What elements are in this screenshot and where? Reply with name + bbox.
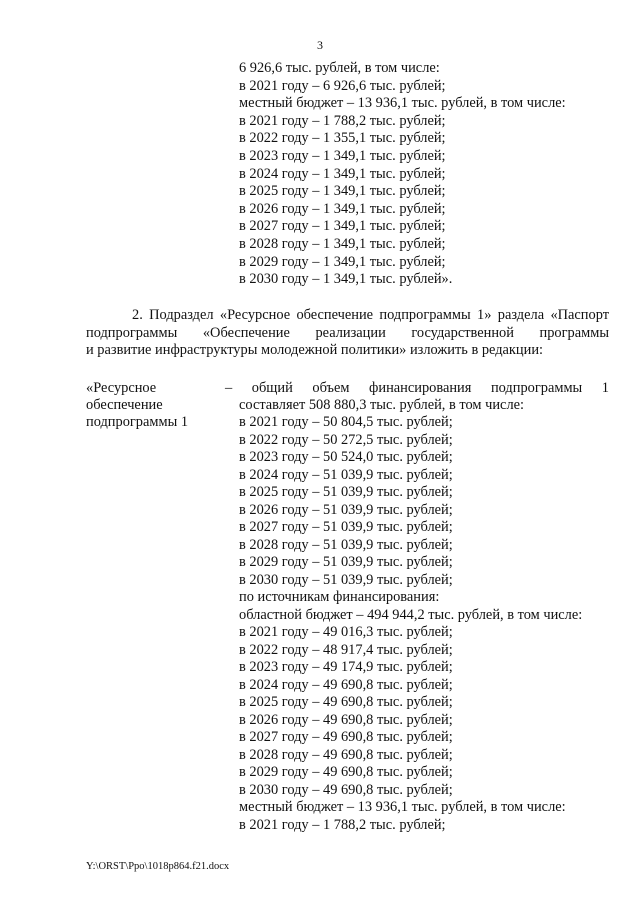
paragraph-2-line-2: подпрограммы «Обеспечение реализации государственной программы	[86, 324, 609, 341]
funding-line: в 2027 году – 1 349,1 тыс. рублей;	[239, 218, 446, 235]
funding-line: в 2028 году – 51 039,9 тыс. рублей;	[239, 536, 453, 553]
funding-line: в 2029 году – 49 690,8 тыс. рублей;	[239, 764, 453, 781]
funding-line: в 2023 году – 50 524,0 тыс. рублей;	[239, 449, 453, 466]
paragraph-2-line-1: 2. Подраздел «Ресурсное обеспечение подпрограммы 1» раздела «Паспорт	[132, 307, 609, 323]
funding-line: в 2021 году – 49 016,3 тыс. рублей;	[239, 624, 453, 641]
funding-line: в 2024 году – 49 690,8 тыс. рублей;	[239, 676, 453, 693]
funding-line: в 2024 году – 51 039,9 тыс. рублей;	[239, 466, 453, 483]
funding-line: в 2030 году – 51 039,9 тыс. рублей;	[239, 571, 453, 588]
funding-line: в 2022 году – 48 917,4 тыс. рублей;	[239, 641, 453, 658]
funding-line: в 2025 году – 1 349,1 тыс. рублей;	[239, 183, 446, 200]
funding-line: в 2029 году – 51 039,9 тыс. рублей;	[239, 554, 453, 571]
funding-line: в 2024 году – 1 349,1 тыс. рублей;	[239, 165, 446, 182]
funding-line: в 2021 году – 1 788,2 тыс. рублей;	[239, 112, 446, 129]
resource-label	[86, 380, 226, 431]
file-path-footer: Y:\ORST\Ppo\1018p864.f21.docx	[86, 861, 230, 872]
funding-line: в 2025 году – 51 039,9 тыс. рублей;	[239, 484, 453, 501]
funding-line: 6 926,6 тыс. рублей, в том числе:	[239, 60, 440, 76]
funding-line: в 2021 году – 6 926,6 тыс. рублей;	[239, 77, 446, 94]
funding-line: составляет 508 880,3 тыс. рублей, в том числе:	[239, 397, 525, 413]
funding-line: в 2022 году – 1 355,1 тыс. рублей;	[239, 130, 446, 147]
funding-line: по источникам финансирования:	[239, 589, 440, 606]
funding-line: в 2028 году – 49 690,8 тыс. рублей;	[239, 746, 453, 763]
funding-line: в 2030 году – 1 349,1 тыс. рублей».	[239, 271, 453, 288]
funding-line: в 2025 году – 49 690,8 тыс. рублей;	[239, 694, 453, 711]
resource-first-line: – общий объем финансирования подпрограммы 1	[225, 380, 609, 396]
funding-line: в 2030 году – 49 690,8 тыс. рублей;	[239, 781, 453, 798]
funding-line: в 2029 году – 1 349,1 тыс. рублей;	[239, 253, 446, 270]
page-number: 3	[317, 38, 323, 52]
funding-line: в 2021 году – 1 788,2 тыс. рублей;	[239, 816, 446, 833]
funding-line: в 2027 году – 51 039,9 тыс. рублей;	[239, 519, 453, 536]
funding-line: в 2026 году – 1 349,1 тыс. рублей;	[239, 200, 446, 217]
resource-label-line-3: подпрограммы 1	[86, 414, 189, 430]
funding-line: в 2026 году – 51 039,9 тыс. рублей;	[239, 501, 453, 518]
funding-line: в 2021 году – 50 804,5 тыс. рублей;	[239, 414, 453, 431]
funding-line: в 2023 году – 1 349,1 тыс. рублей;	[239, 148, 446, 164]
funding-line: в 2022 году – 50 272,5 тыс. рублей;	[239, 431, 453, 448]
funding-line: в 2028 году – 1 349,1 тыс. рублей;	[239, 236, 446, 252]
funding-line: в 2026 году – 49 690,8 тыс. рублей;	[239, 711, 453, 728]
paragraph-2	[86, 307, 609, 360]
funding-line: в 2023 году – 49 174,9 тыс. рублей;	[239, 659, 453, 676]
funding-line: местный бюджет – 13 936,1 тыс. рублей, в том числе:	[239, 799, 566, 816]
funding-line: местный бюджет – 13 936,1 тыс. рублей, в том числе:	[239, 95, 566, 112]
funding-line: областной бюджет – 494 944,2 тыс. рублей, в том числе:	[239, 606, 583, 623]
paragraph-2-line-3: и развитие инфраструктуры молодежной политики» изложить в редакции:	[86, 342, 544, 358]
funding-line: в 2027 году – 49 690,8 тыс. рублей;	[239, 729, 453, 746]
resource-label-line-2: обеспечение	[86, 397, 163, 413]
resource-label-line-1: «Ресурсное	[86, 380, 157, 396]
